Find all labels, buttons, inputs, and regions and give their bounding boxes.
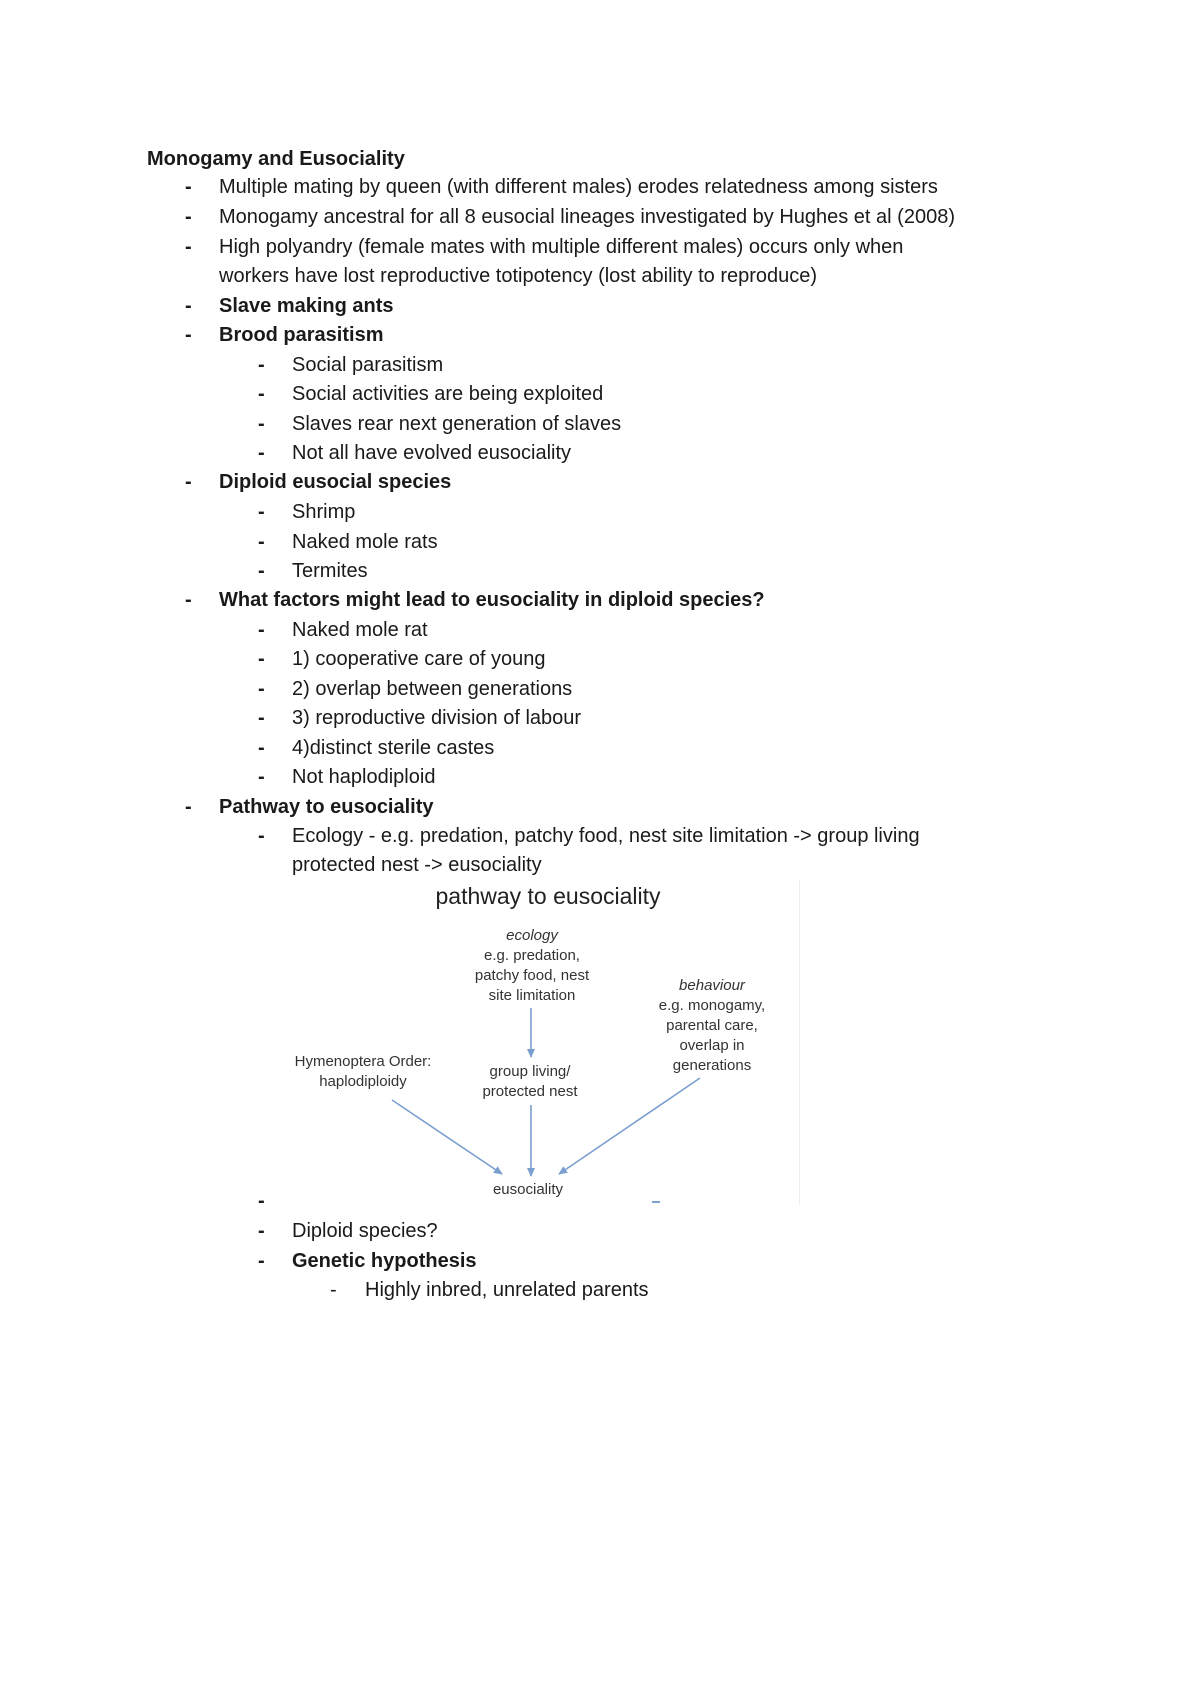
behaviour-detail: e.g. monogamy, (658, 997, 766, 1014)
sub-bullet-text: Naked mole rat (292, 619, 428, 641)
group-living-label: group living/ (489, 1063, 571, 1080)
sub-bullet-dash: - (258, 560, 265, 582)
pathway-diagram (280, 880, 800, 1205)
sub-bullet-text-continued: protected nest -> eusociality (292, 854, 542, 876)
sub-bullet-text: Naked mole rats (292, 531, 438, 553)
eusociality-label: eusociality (492, 1181, 564, 1198)
sub-bullet-dash: - (258, 648, 265, 670)
bullet-text: What factors might lead to eusociality in diploid species? (219, 589, 765, 611)
sub-bullet-dash: - (258, 354, 265, 376)
sub-bullet-text: Shrimp (292, 501, 356, 523)
sub-bullet-dash: - (258, 531, 265, 553)
diagram-title: pathway to eusociality (435, 883, 661, 909)
sub-bullet-text: Termites (292, 560, 368, 582)
bullet-dash: - (185, 796, 192, 818)
bullet-text-continued: workers have lost reproductive totipotency (lost ability to reproduce) (219, 265, 818, 287)
sub-bullet-dash: - (258, 1190, 265, 1212)
sub-bullet-dash: - (258, 413, 265, 435)
group-living-label: protected nest (482, 1083, 578, 1100)
sub-bullet-dash: - (258, 619, 265, 641)
bullet-dash: - (185, 176, 192, 198)
sub-bullet-text: Not all have evolved eusociality (292, 442, 572, 464)
sub-bullet-dash: - (258, 442, 265, 464)
bullet-dash: - (185, 206, 192, 228)
sub-bullet-text: 3) reproductive division of labour (292, 707, 582, 729)
bullet-text: Pathway to eusociality (219, 796, 434, 818)
bullet-text: High polyandry (female mates with multiple different males) occurs only when (219, 236, 904, 258)
bullet-text: Monogamy ancestral for all 8 eusocial lineages investigated by Hughes et al (2008) (219, 206, 955, 228)
sub-bullet-text: Genetic hypothesis (292, 1250, 477, 1272)
sub-sub-bullet-text: Highly inbred, unrelated parents (365, 1279, 649, 1301)
sub-bullet-text: Ecology - e.g. predation, patchy food, nest site limitation -> group living (292, 825, 920, 847)
sub-sub-bullet-dash: - (330, 1279, 337, 1301)
bullet-dash: - (185, 236, 192, 258)
behaviour-detail: generations (672, 1057, 752, 1074)
sub-bullet-dash: - (258, 1250, 265, 1272)
sub-bullet-dash: - (258, 825, 265, 847)
bullet-text: Multiple mating by queen (with different males) erodes relatedness among sisters (219, 176, 938, 198)
section-heading: Monogamy and Eusociality (147, 148, 405, 170)
sub-bullet-text: Diploid species? (292, 1220, 438, 1242)
sub-bullet-dash: - (258, 501, 265, 523)
bullet-dash: - (185, 589, 192, 611)
ecology-detail: e.g. predation, (484, 947, 580, 964)
hymenoptera-label: haplodiploidy (319, 1073, 407, 1090)
sub-bullet-dash: - (258, 707, 265, 729)
behaviour-label: behaviour (679, 977, 745, 994)
ecology-detail: patchy food, nest (474, 967, 590, 984)
sub-bullet-dash: - (258, 737, 265, 759)
sub-bullet-dash: - (258, 383, 265, 405)
sub-bullet-text: Not haplodiploid (292, 766, 436, 788)
ecology-detail: site limitation (488, 987, 576, 1004)
bullet-text: Slave making ants (219, 295, 394, 317)
sub-bullet-text: Social activities are being exploited (292, 383, 604, 405)
behaviour-detail: parental care, (666, 1017, 758, 1034)
sub-bullet-dash: - (258, 1220, 265, 1242)
bullet-dash: - (185, 471, 192, 493)
arrow-behaviour-to-eusociality (559, 1078, 700, 1174)
bullet-text: Brood parasitism (219, 324, 384, 346)
sub-bullet-dash: - (258, 766, 265, 788)
sub-bullet-text: 4)distinct sterile castes (292, 737, 495, 759)
arrow-hymenoptera-to-eusociality (392, 1100, 502, 1174)
sub-bullet-text: Slaves rear next generation of slaves (292, 413, 622, 435)
bullet-text: Diploid eusocial species (219, 471, 452, 493)
sub-bullet-text: 2) overlap between generations (292, 678, 573, 700)
bullet-dash: - (185, 324, 192, 346)
bullet-dash: - (185, 295, 192, 317)
ecology-label: ecology (506, 927, 558, 944)
sub-bullet-dash: - (258, 678, 265, 700)
sub-bullet-text: 1) cooperative care of young (292, 648, 546, 670)
behaviour-detail: overlap in (679, 1037, 745, 1054)
hymenoptera-label: Hymenoptera Order: (294, 1053, 432, 1070)
sub-bullet-text: Social parasitism (292, 354, 444, 376)
